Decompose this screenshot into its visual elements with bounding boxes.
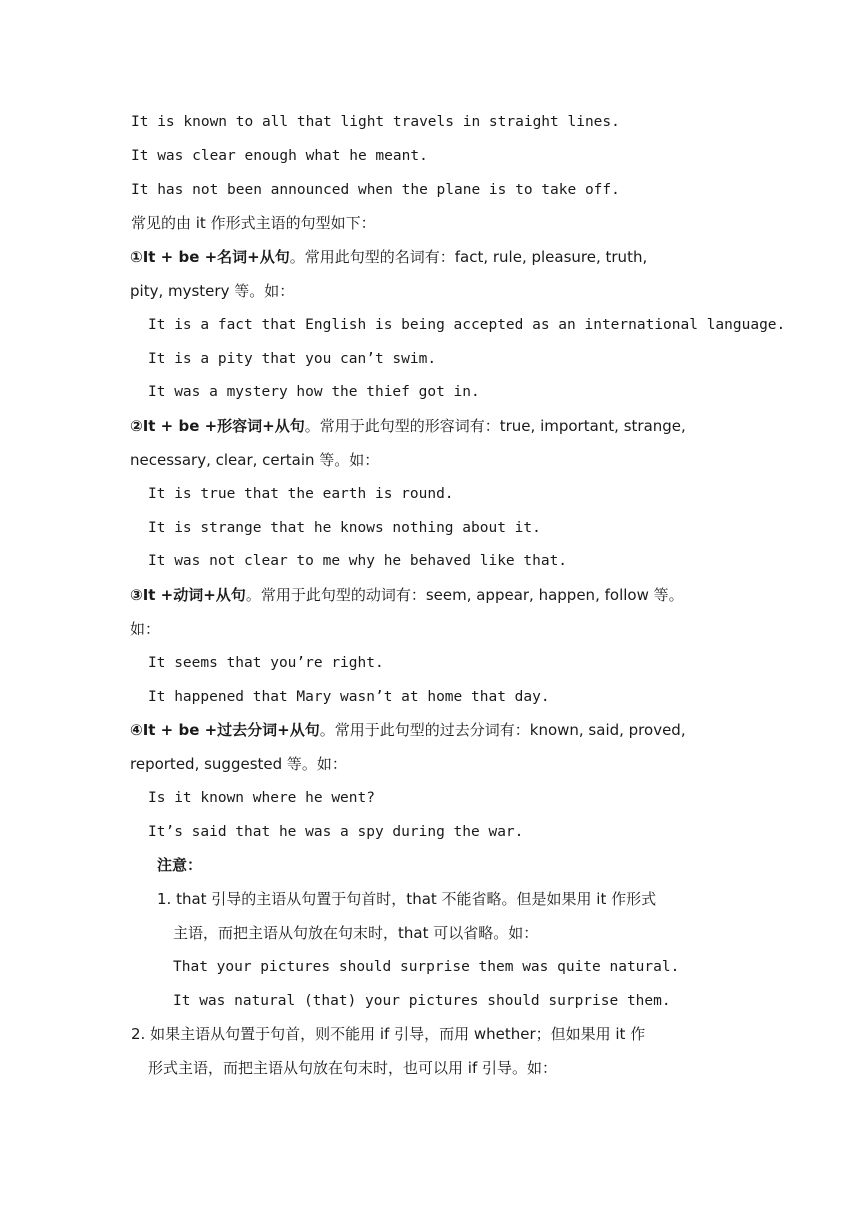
pattern-heading-3 xyxy=(130,585,684,605)
example-sentence: It has not been announced when the plane is to take off. xyxy=(131,182,620,198)
example-sentence: It was not clear to me why he behaved like that. xyxy=(148,553,568,569)
example-sentence: It seems that you’re right. xyxy=(148,655,384,671)
example-sentence: It is known to all that light travels in straight lines. xyxy=(131,114,620,130)
pattern-heading-4 xyxy=(130,720,686,740)
example-sentence: It’s said that he was a spy during the war. xyxy=(148,824,524,840)
example-sentence: It is a pity that you can’t swim. xyxy=(148,351,437,367)
pattern-description-cont: reported, suggested 等。如： xyxy=(130,755,347,773)
pattern-description: 。常用于此句型的过去分词有：known, said, proved, xyxy=(319,721,686,739)
pattern-formula: ③It +动词+从句 xyxy=(130,586,246,604)
note-heading: 注意： xyxy=(157,856,203,874)
example-sentence: It is true that the earth is round. xyxy=(148,486,454,502)
pattern-heading-1 xyxy=(130,247,647,267)
example-sentence: That your pictures should surprise them was quite natural. xyxy=(173,959,680,975)
example-sentence: Is it known where he went? xyxy=(148,790,375,806)
example-sentence: It was natural (that) your pictures should surprise them. xyxy=(173,993,671,1009)
section-intro: 常见的由 it 作形式主语的句型如下： xyxy=(131,214,376,232)
example-sentence: It is strange that he knows nothing about it. xyxy=(148,520,541,536)
note-item-2: 2. 如果主语从句置于句首，则不能用 if 引导，而用 whether；但如果用 it 作 xyxy=(131,1025,646,1043)
example-sentence: It was a mystery how the thief got in. xyxy=(148,384,480,400)
pattern-description-cont: 如： xyxy=(130,620,161,638)
pattern-description-cont: necessary, clear, certain 等。如： xyxy=(130,451,380,469)
pattern-description: 。常用于此句型的形容词有：true, important, strange, xyxy=(304,417,686,435)
pattern-formula: ②It + be +形容词+从句 xyxy=(130,417,305,435)
note-item-1: 1. that 引导的主语从句置于句首时，that 不能省略。但是如果用 it 作形式 xyxy=(157,890,657,908)
example-sentence: It is a fact that English is being accepted as an international language. xyxy=(148,317,786,333)
note-item-1-cont: 主语，而把主语从句放在句末时，that 可以省略。如： xyxy=(173,924,539,942)
pattern-heading-2 xyxy=(130,416,686,436)
pattern-formula: ①It + be +名词+从句 xyxy=(130,248,290,266)
example-sentence: It was clear enough what he meant. xyxy=(131,148,428,164)
pattern-description: 。常用此句型的名词有：fact, rule, pleasure, truth, xyxy=(289,248,648,266)
pattern-formula: ④It + be +过去分词+从句 xyxy=(130,721,320,739)
note-item-2-cont: 形式主语，而把主语从句放在句末时，也可以用 if 引导。如： xyxy=(148,1059,557,1077)
example-sentence: It happened that Mary wasn’t at home that day. xyxy=(148,689,550,705)
pattern-description-cont: pity, mystery 等。如： xyxy=(130,282,295,300)
pattern-description: 。常用于此句型的动词有：seem, appear, happen, follow 等。 xyxy=(245,586,684,604)
